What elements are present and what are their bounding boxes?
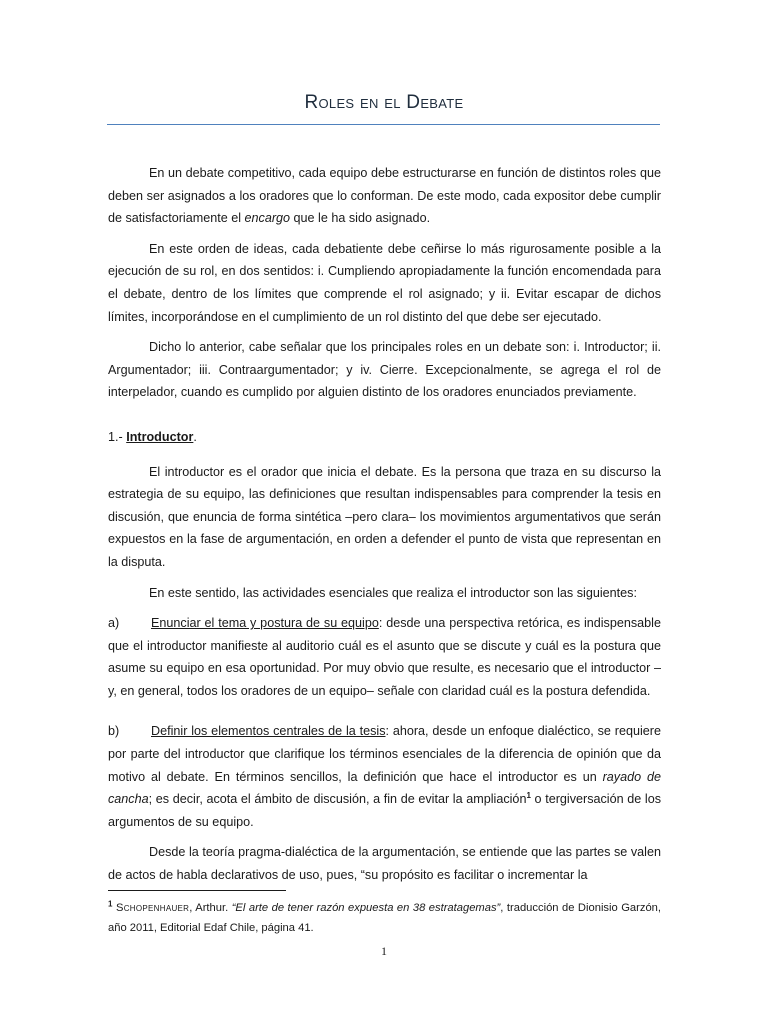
intro-paragraph-1: En un debate competitivo, cada equipo debe estructurarse en función de distintos roles que deben ser asignados a los oradores que lo conforman. De este modo, cada expositor debe cumplir de satisfactoriamente el encargo que le ha sido asignado. bbox=[108, 166, 661, 226]
footnote-separator bbox=[108, 890, 286, 891]
list-item-a: a) Enunciar el tema y postura de su equipo: desde una perspectiva retórica, es indispensable que el introductor manifieste al auditorio cuál es el asunto que se discute y cuál es la postura que asume su equipo en esa oportunidad. Por muy obvio que resulte, es necesario que el introductor –y, en general, todos los oradores de un equipo– señale con claridad cuál es la postura defendida. bbox=[108, 616, 661, 698]
document-body bbox=[108, 162, 661, 887]
introductor-paragraph-3: Desde la teoría pragma-dialéctica de la argumentación, se entiende que las partes se valen de actos de habla declarativos de uso, pues, “su propósito es facilitar o incrementar la bbox=[108, 845, 661, 883]
page-number: 1 bbox=[381, 944, 387, 958]
introductor-paragraph-1: El introductor es el orador que inicia el debate. Es la persona que traza en su discurso la estrategia de su equipo, las definiciones que resultan indispensables para comprender la tesis en discusión, que enuncia de forma sintética –pero clara– los movimientos argumentativos que serán expuestos en la fase de argumentación, en orden a defender el punto de vista que representan en la disputa. bbox=[108, 464, 661, 569]
intro-paragraph-2: En este orden de ideas, cada debatiente debe ceñirse lo más rigurosamente posible a la ejecución de su rol, en dos sentidos: i. Cumpliendo apropiadamente la función encomendada para el debate, dentro de los límites que comprende el rol asignado; y ii. Evitar escapar de dichos límites, incorporándose en el cumplimiento de un rol distinto del que debe ser ejecutado. bbox=[108, 241, 661, 324]
section-heading-introductor: 1.- Introductor. bbox=[108, 429, 197, 444]
title-rule bbox=[107, 124, 660, 125]
intro-paragraph-3: Dicho lo anterior, cabe señalar que los principales roles en un debate son: i. Introductor; ii. Argumentador; iii. Contraargumentador; y iv. Cierre. Excepcionalmente, se agrega el rol de interpelador, cuando es cumplido por alguien distinto de los oradores enunciados previamente. bbox=[108, 340, 661, 400]
footnote: $^1$ Schopenhauer, Arthur. “El arte de tener razón expuesta en 38 estratagemas”, traducción de Dionisio Garzón, año 2011, Editorial Edaf Chile, página 41. bbox=[108, 899, 662, 934]
list-item-b: b) Definir los elementos centrales de la tesis: ahora, desde un enfoque dialéctico, se requiere por parte del introductor que clarifique los términos esenciales de la diferencia de opinión que da motivo al debate. En términos sencillos, la definición que hace el introductor es un rayado de cancha; es decir, acota el ámbito de discusión, a fin de evitar la ampliación$^1$ o tergiversación de los argumentos de su equipo. bbox=[108, 724, 661, 829]
introductor-paragraph-2: En este sentido, las actividades esenciales que realiza el introductor son las siguientes: bbox=[149, 585, 637, 600]
footnote-reference[interactable]: 1 bbox=[526, 791, 531, 801]
page-title: Roles en el Debate bbox=[304, 92, 464, 113]
